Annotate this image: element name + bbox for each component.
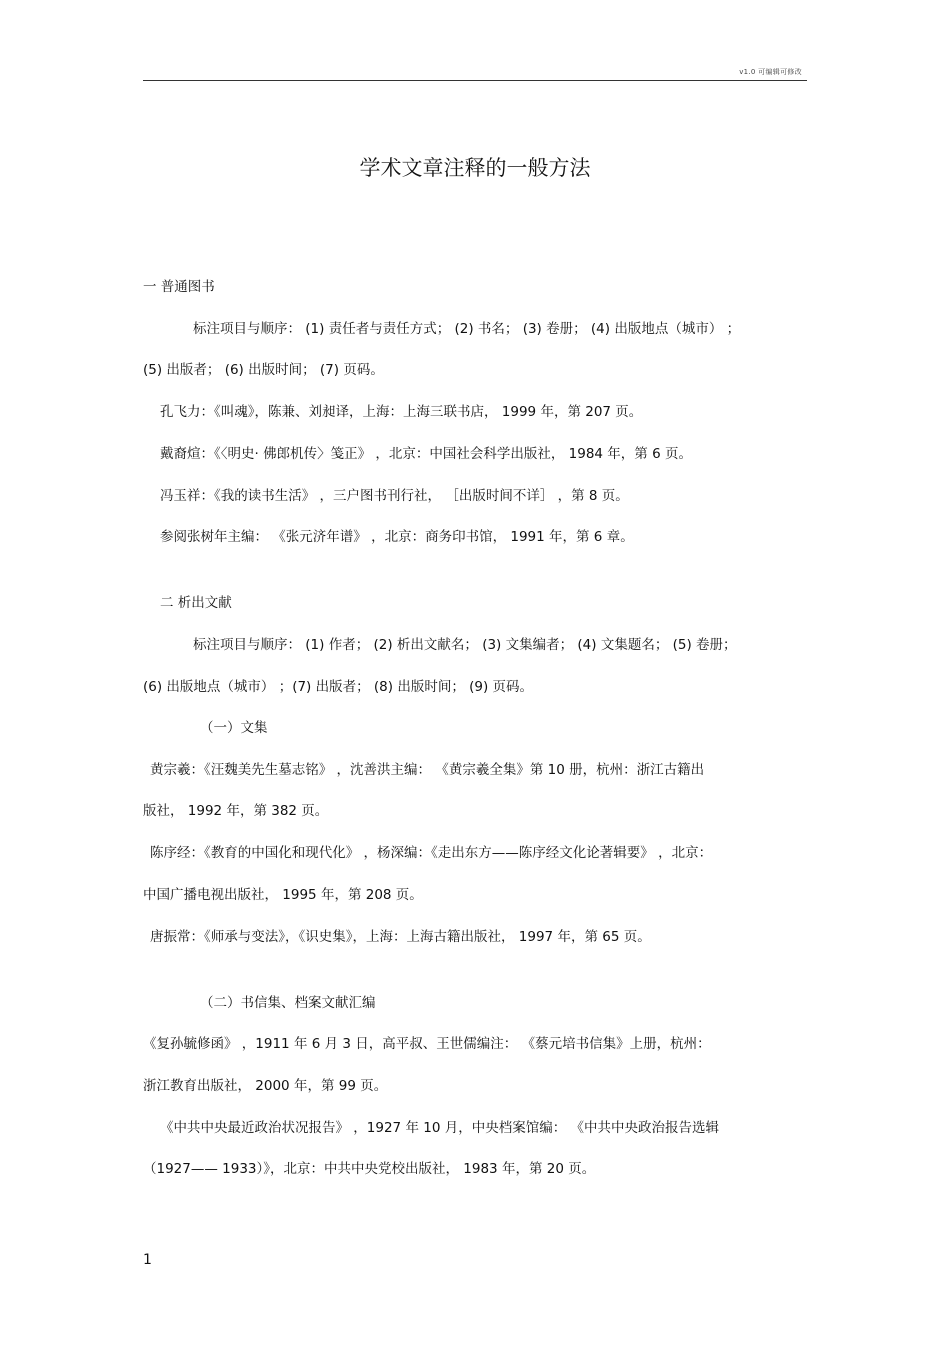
collection-citation-1-line-1: 黄宗羲：《汪魏美先生墓志铭》 ，沈善洪主编： 《黄宗羲全集》第 10 册，杭州：浙江古籍出 bbox=[150, 762, 705, 778]
excerpted-order-line-2: (6) 出版地点（城市） ；(7) 出版者； (8) 出版时间； (9) 页码。 bbox=[143, 679, 534, 695]
collection-citation-2-line-1: 陈序经：《教育的中国化和现代化》 ，杨深编：《走出东方——陈序经文化论著辑要》 ，北京： bbox=[150, 845, 713, 861]
section-heading-excerpted: 二 析出文献 bbox=[160, 595, 232, 611]
archive-citation-2-line-2: （1927—— 1933）》，北京：中共中央党校出版社， 1983 年，第 20 页。 bbox=[143, 1161, 596, 1177]
document-title: 学术文章注释的一般方法 bbox=[359, 156, 591, 180]
example-citation-4: 参阅张树年主编： 《张元济年谱》 ，北京：商务印书馆， 1991 年，第 6 章。 bbox=[160, 529, 634, 545]
archive-citation-2-line-1: 《中共中央最近政治状况报告》 ，1927 年 10 月，中央档案馆编： 《中共中央政治报告选辑 bbox=[160, 1120, 719, 1136]
header-rule bbox=[143, 80, 807, 81]
section-heading-general-books: 一 普通图书 bbox=[143, 279, 215, 295]
general-books-order-line-2: (5) 出版者； (6) 出版时间； (7) 页码。 bbox=[143, 362, 384, 378]
archive-citation-1-line-1: 《复孙毓修函》 ，1911 年 6 月 3 日，高平叔、王世儒编注： 《蔡元培书信集》上册，杭州： bbox=[143, 1036, 711, 1052]
page-number: 1 bbox=[143, 1252, 152, 1268]
subsection-heading-letters-archives: （二）书信集、档案文献汇编 bbox=[200, 995, 376, 1011]
archive-citation-1-line-2: 浙江教育出版社， 2000 年，第 99 页。 bbox=[143, 1078, 388, 1094]
header-version-text: v1.0 可编辑可修改 bbox=[739, 68, 802, 76]
general-books-order-line-1: 标注项目与顺序： (1) 责任者与责任方式； (2) 书名； (3) 卷册； (4) 出版地点（城市） ； bbox=[193, 321, 741, 337]
example-citation-3: 冯玉祥：《我的读书生活》 ，三户图书刊行社， ［出版时间不详］ ，第 8 页。 bbox=[160, 488, 629, 504]
subsection-heading-collections: （一）文集 bbox=[200, 720, 268, 736]
collection-citation-2-line-2: 中国广播电视出版社， 1995 年，第 208 页。 bbox=[143, 887, 423, 903]
example-citation-2: 戴裔煊：《〈明史· 佛郎机传〉笺正》 ，北京：中国社会科学出版社， 1984 年，第 6 页。 bbox=[160, 446, 692, 462]
excerpted-order-line-1: 标注项目与顺序： (1) 作者； (2) 析出文献名； (3) 文集编者； (4) 文集题名； (5) 卷册； bbox=[193, 637, 737, 653]
collection-citation-1-line-2: 版社， 1992 年，第 382 页。 bbox=[143, 803, 329, 819]
example-citation-1: 孔飞力：《叫魂》，陈兼、刘昶译，上海：上海三联书店， 1999 年，第 207 页。 bbox=[160, 404, 643, 420]
collection-citation-3: 唐振常：《师承与变法》，《识史集》，上海：上海古籍出版社， 1997 年，第 65 页。 bbox=[150, 929, 651, 945]
